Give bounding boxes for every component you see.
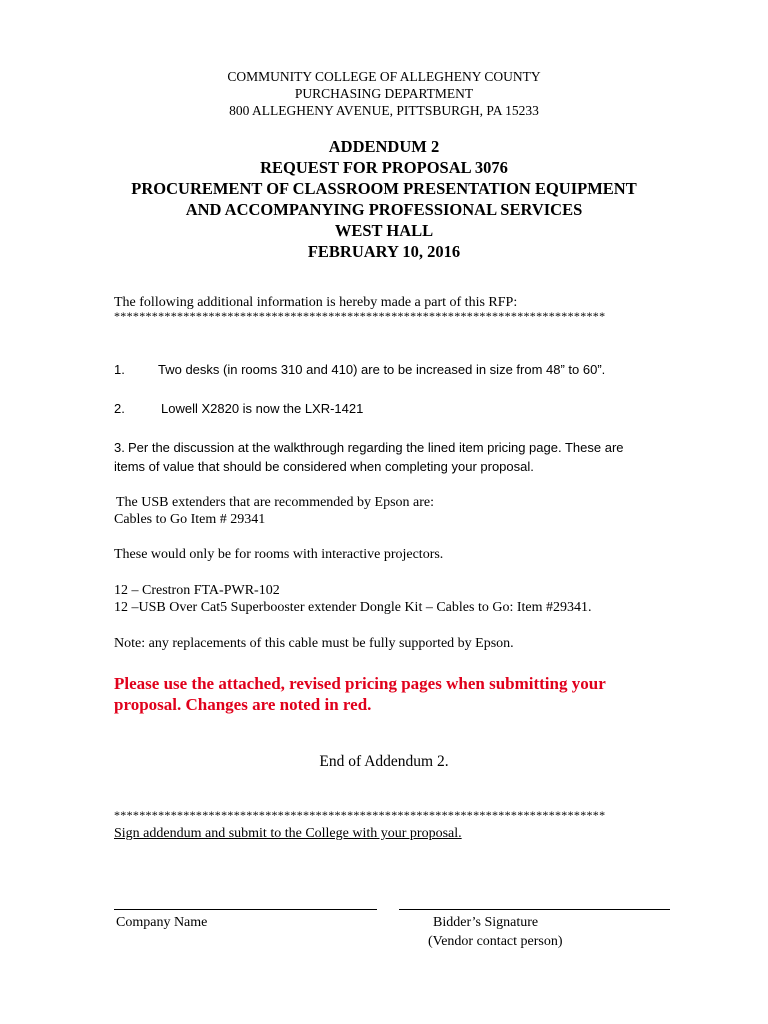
separator-bottom: ******************************************************************************: [114, 809, 606, 821]
college-name: COMMUNITY COLLEGE OF ALLEGHENY COUNTY: [227, 69, 541, 84]
list-item-usb-kit: 12 –USB Over Cat5 Superbooster extender Dongle Kit – Cables to Go: Item #29341.: [114, 600, 592, 615]
intro-text: The following additional information is hereby made a part of this RFP:: [114, 295, 518, 310]
department-name: PURCHASING DEPARTMENT: [294, 86, 474, 101]
bidder-signature-line[interactable]: [399, 909, 670, 910]
addendum-title: ADDENDUM 2: [328, 137, 440, 156]
item-3-continuation: items of value that should be considered when completing your proposal.: [114, 459, 534, 474]
bidder-signature-label: Bidder’s Signature: [433, 915, 539, 930]
company-name-line[interactable]: [114, 909, 377, 910]
college-address: 800 ALLEGHENY AVENUE, PITTSBURGH, PA 15233: [229, 103, 539, 118]
item-text: Per the discussion at the walkthrough regarding the lined item pricing page. These are: [128, 440, 624, 455]
item-2: [114, 399, 363, 418]
item-number: 3.: [114, 440, 125, 455]
location-title: WEST HALL: [334, 221, 434, 240]
vendor-contact-label: (Vendor contact person): [428, 934, 563, 949]
interactive-projectors-note: These would only be for rooms with interactive projectors.: [114, 547, 444, 562]
date-title: FEBRUARY 10, 2016: [307, 242, 461, 261]
cables-to-go-text: Cables to Go Item # 29341: [114, 512, 266, 527]
item-text: Lowell X2820 is now the LXR-1421: [161, 401, 364, 416]
rfp-title: REQUEST FOR PROPOSAL 3076: [260, 158, 508, 177]
end-of-addendum: End of Addendum 2.: [319, 753, 449, 770]
separator-top: ******************************************************************************: [114, 310, 606, 322]
item-3: [114, 438, 624, 457]
item-1: [114, 360, 605, 379]
item-number: 2.: [114, 401, 125, 416]
pricing-pages-note-line1: Please use the attached, revised pricing pages when submitting your: [114, 674, 606, 693]
item-text: Two desks (in rooms 310 and 410) are to be increased in size from 48” to 60”.: [158, 362, 606, 377]
pricing-pages-note-line2: proposal. Changes are noted in red.: [114, 695, 372, 714]
replacement-note: Note: any replacements of this cable must be fully supported by Epson.: [114, 636, 514, 651]
services-title: AND ACCOMPANYING PROFESSIONAL SERVICES: [185, 200, 583, 219]
company-name-label: Company Name: [116, 915, 208, 930]
sign-instruction: Sign addendum and submit to the College with your proposal.: [114, 826, 462, 841]
procurement-title: PROCUREMENT OF CLASSROOM PRESENTATION EQUIPMENT: [131, 179, 637, 198]
item-number: 1.: [114, 362, 125, 377]
list-item-crestron: 12 – Crestron FTA-PWR-102: [114, 583, 280, 598]
usb-extenders-text: The USB extenders that are recommended by Epson are:: [116, 495, 435, 510]
